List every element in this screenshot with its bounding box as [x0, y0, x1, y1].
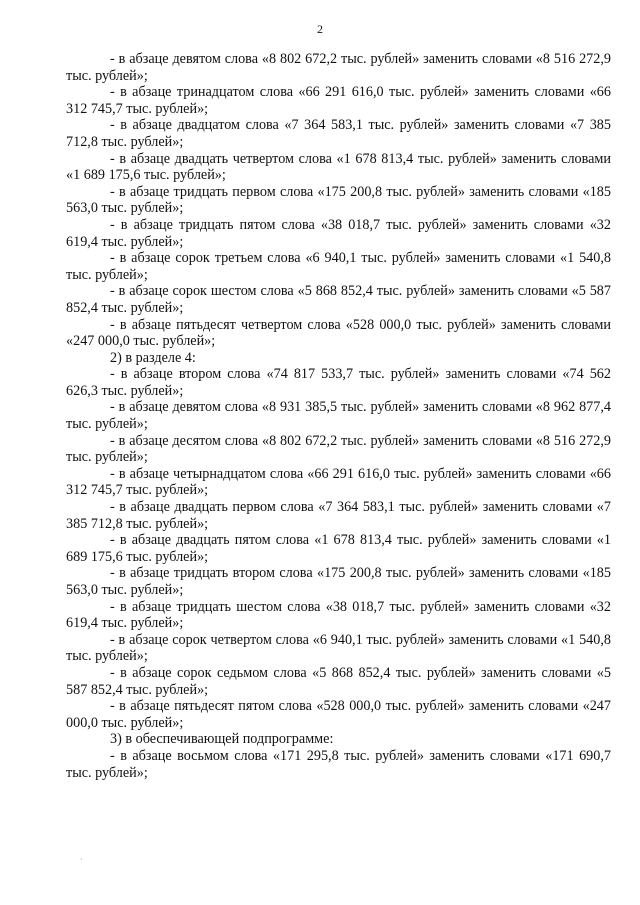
amendment-item: - в абзаце тридцать шестом слова «38 018,7 тыс. рублей» заменить словами «32 619,4 тыс. рублей»;	[66, 598, 611, 632]
amendment-item: - в абзаце двадцать четвертом слова «1 678 813,4 тыс. рублей» заменить словами «1 689 175,6 тыс. рублей»;	[66, 150, 611, 184]
amendment-item: - в абзаце пятьдесят четвертом слова «528 000,0 тыс. рублей» заменить словами «247 000,0 тыс. рублей»;	[66, 316, 611, 350]
amendment-item: - в абзаце восьмом слова «171 295,8 тыс. рублей» заменить словами «171 690,7 тыс. рублей»;	[66, 747, 611, 781]
amendment-item: - в абзаце десятом слова «8 802 672,2 тыс. рублей» заменить словами «8 516 272,9 тыс. рублей»;	[66, 432, 611, 466]
amendment-item: - в абзаце девятом слова «8 931 385,5 тыс. рублей» заменить словами «8 962 877,4 тыс. рублей»;	[66, 399, 611, 433]
amendment-item: - в абзаце двадцатом слова «7 364 583,1 тыс. рублей» заменить словами «7 385 712,8 тыс. рублей»;	[66, 117, 611, 150]
amendment-item: - в абзаце тринадцатом слова «66 291 616,0 тыс. рублей» заменить словами «66 312 745,7 тыс. рублей»;	[66, 84, 611, 117]
stray-mark: ·	[80, 855, 83, 864]
amendment-item: - в абзаце сорок шестом слова «5 868 852,4 тыс. рублей» заменить словами «5 587 852,4 тыс. рублей»;	[66, 283, 611, 316]
amendment-item: - в абзаце двадцать первом слова «7 364 583,1 тыс. рублей» заменить словами «7 385 712,8 тыс. рублей»;	[66, 499, 611, 532]
amendment-item: - в абзаце сорок четвертом слова «6 940,1 тыс. рублей» заменить словами «1 540,8 тыс. рублей»;	[66, 631, 611, 665]
amendment-item: - в абзаце тридцать первом слова «175 200,8 тыс. рублей» заменить словами «185 563,0 тыс. рублей»;	[66, 183, 611, 217]
amendment-item: - в абзаце пятьдесят пятом слова «528 000,0 тыс. рублей» заменить словами «247 000,0 тыс. рублей»;	[66, 698, 611, 731]
amendment-item: - в абзаце двадцать пятом слова «1 678 813,4 тыс. рублей» заменить словами «1 689 175,6 тыс. рублей»;	[66, 532, 611, 565]
amendment-item: - в абзаце тридцать пятом слова «38 018,7 тыс. рублей» заменить словами «32 619,4 тыс. рублей»;	[66, 216, 611, 250]
amendment-item: - в абзаце тридцать втором слова «175 200,8 тыс. рублей» заменить словами «185 563,0 тыс. рублей»;	[66, 565, 611, 598]
amendment-item: - в абзаце сорок седьмом слова «5 868 852,4 тыс. рублей» заменить словами «5 587 852,4 тыс. рублей»;	[66, 664, 611, 698]
amendment-item: - в абзаце втором слова «74 817 533,7 тыс. рублей» заменить словами «74 562 626,3 тыс. рублей»;	[66, 366, 611, 399]
section-heading: 2) в разделе 4:	[110, 349, 196, 366]
page-number: 2	[317, 22, 323, 36]
amendment-item: - в абзаце девятом слова «8 802 672,2 тыс. рублей» заменить словами «8 516 272,9 тыс. рублей»;	[66, 51, 611, 84]
amendment-item: - в абзаце четырнадцатом слова «66 291 616,0 тыс. рублей» заменить словами «66 312 745,7 тыс. рублей»;	[66, 465, 611, 499]
amendment-item: - в абзаце сорок третьем слова «6 940,1 тыс. рублей» заменить словами «1 540,8 тыс. рублей»;	[66, 250, 611, 283]
document-body	[66, 51, 611, 781]
section-heading: 3) в обеспечивающей подпрограмме:	[110, 731, 334, 748]
